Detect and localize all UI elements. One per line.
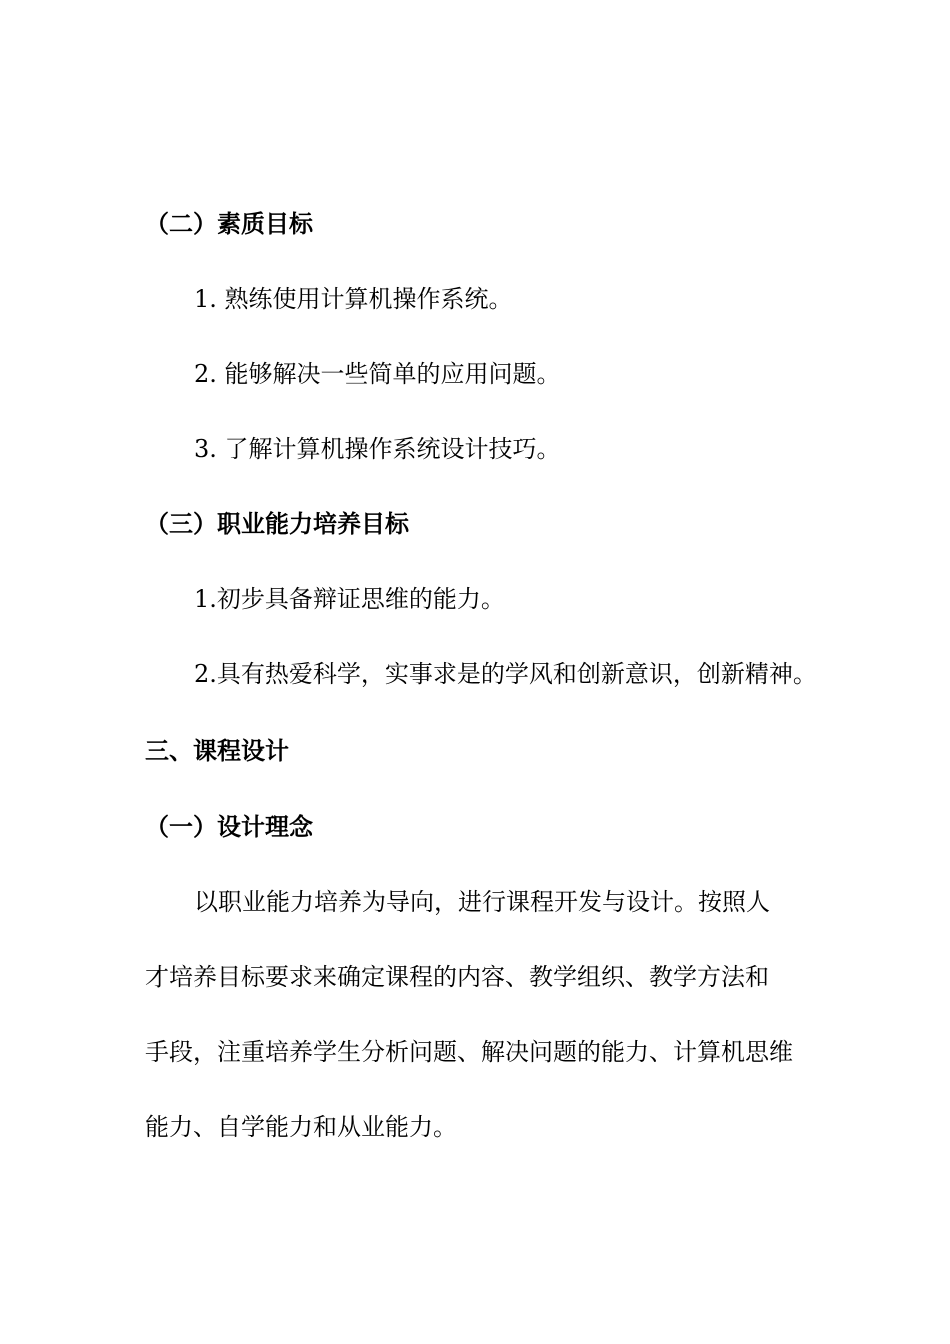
- career-goal-item-1: 1.初步具备辩证思维的能力。: [194, 585, 505, 613]
- career-goals-heading: （三）职业能力培养目标: [145, 510, 409, 538]
- quality-goal-item-3: 3. 了解计算机操作系统设计技巧。: [194, 435, 561, 463]
- quality-goal-item-1: 1. 熟练使用计算机操作系统。: [194, 285, 513, 313]
- career-goal-item-2: 2.具有热爱科学，实事求是的学风和创新意识，创新精神。: [194, 660, 817, 688]
- quality-goals-heading: （二）素质目标: [145, 210, 313, 238]
- design-paragraph-line-2: 才培养目标要求来确定课程的内容、教学组织、教学方法和: [145, 963, 769, 991]
- design-paragraph-line-1: 以职业能力培养为导向，进行课程开发与设计。按照人: [194, 888, 770, 916]
- course-design-heading: 三、课程设计: [145, 737, 289, 765]
- quality-goal-item-2: 2. 能够解决一些简单的应用问题。: [194, 360, 561, 388]
- design-paragraph-line-3: 手段，注重培养学生分析问题、解决问题的能力、计算机思维: [145, 1038, 793, 1066]
- design-paragraph-line-4: 能力、自学能力和从业能力。: [145, 1113, 457, 1141]
- design-concept-heading: （一）设计理念: [145, 813, 313, 841]
